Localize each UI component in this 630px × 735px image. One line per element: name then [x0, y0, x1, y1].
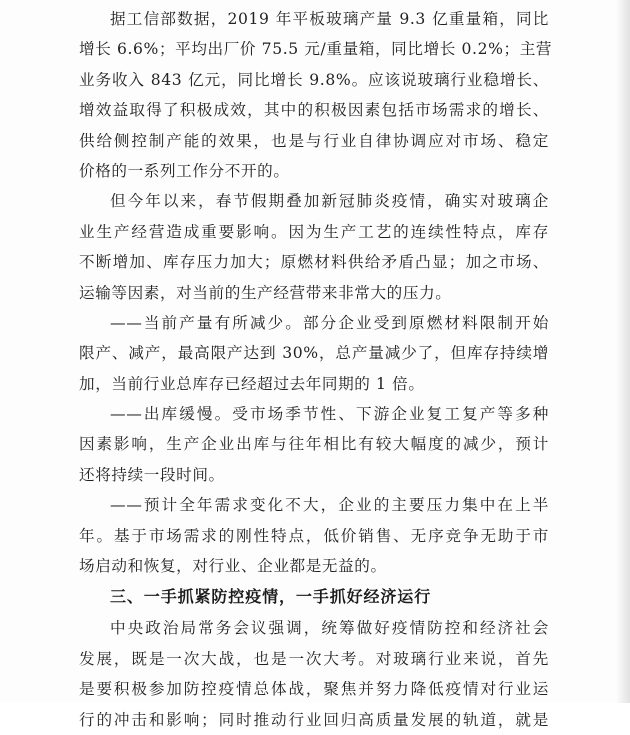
- text-line: 年。基于市场需求的刚性特点，低价销售、无序竞争无助于市: [79, 526, 549, 545]
- text-line: 是要积极参加防控疫情总体战，聚焦并努力降低疫情对行业运: [79, 680, 549, 699]
- paragraph-annual-demand: [79, 490, 549, 581]
- text-line: 据工信部数据，2019 年平板玻璃产量 9.3 亿重量箱，同比: [110, 10, 549, 28]
- text-line: 不断增加、库存压力加大；原燃材料供给矛盾凸显；加之市场、: [79, 253, 549, 272]
- paragraph-epidemic-impact: [79, 186, 549, 308]
- document-body: [79, 4, 553, 735]
- text-line: 中央政治局常务会议强调，统筹做好疫情防控和经济社会: [110, 619, 549, 638]
- paragraph-slow-shipment: [79, 399, 549, 490]
- text-line: 运输等因素，对当前的生产经营带来非常大的压力。: [79, 283, 452, 302]
- text-line: 供给侧控制产能的效果，也是与行业自律协调应对市场、稳定: [79, 131, 549, 150]
- text-line: 但今年以来，春节假期叠加新冠肺炎疫情，确实对玻璃企: [110, 192, 549, 211]
- text-line: 业生产经营造成重要影响。因为生产工艺的连续性特点，库存: [79, 222, 549, 241]
- text-line: ——出库缓慢。受市场季节性、下游企业复工复产等多种: [110, 405, 549, 424]
- text-line: 还将持续一段时间。: [79, 465, 225, 484]
- paragraph-output-decrease: [79, 308, 549, 399]
- text-line: ——当前产量有所减少。部分企业受到原燃材料限制开始: [110, 313, 549, 332]
- text-line: ——预计全年需求变化不大，企业的主要压力集中在上半: [110, 496, 549, 515]
- text-line: 加，当前行业总库存已经超过去年同期的 1 倍。: [79, 374, 425, 393]
- text-line: 业务收入 843 亿元，同比增长 9.8%。应该说玻璃行业稳增长、: [79, 70, 549, 89]
- section-heading: 三、一手抓紧防控疫情，一手抓好经济运行: [110, 587, 432, 607]
- paragraph-policy: [79, 613, 549, 735]
- scan-edge-shadow: [616, 0, 630, 703]
- text-line: 场启动和恢复，对行业、企业都是无益的。: [79, 557, 387, 576]
- text-line: 增长 6.6%；平均出厂价 75.5 元/重量箱，同比增长 0.2%；主营: [79, 40, 553, 59]
- text-line: 增效益取得了积极成效，其中的积极因素包括市场需求的增长、: [79, 101, 549, 120]
- text-line: 行的冲击和影响；同时推动行业回归高质量发展的轨道，就是: [79, 710, 549, 729]
- text-line: 因素影响，生产企业出库与往年相比有较大幅度的减少，预计: [79, 435, 549, 454]
- paragraph-industry-data: [79, 4, 553, 186]
- text-line: 发展，既是一次大战，也是一次大考。对玻璃行业来说，首先: [79, 649, 549, 668]
- text-line: 限产、减产，最高限产达到 30%，总产量减少了，但库存持续增: [79, 344, 549, 363]
- text-line: 价格的一系列工作分不开的。: [79, 161, 290, 180]
